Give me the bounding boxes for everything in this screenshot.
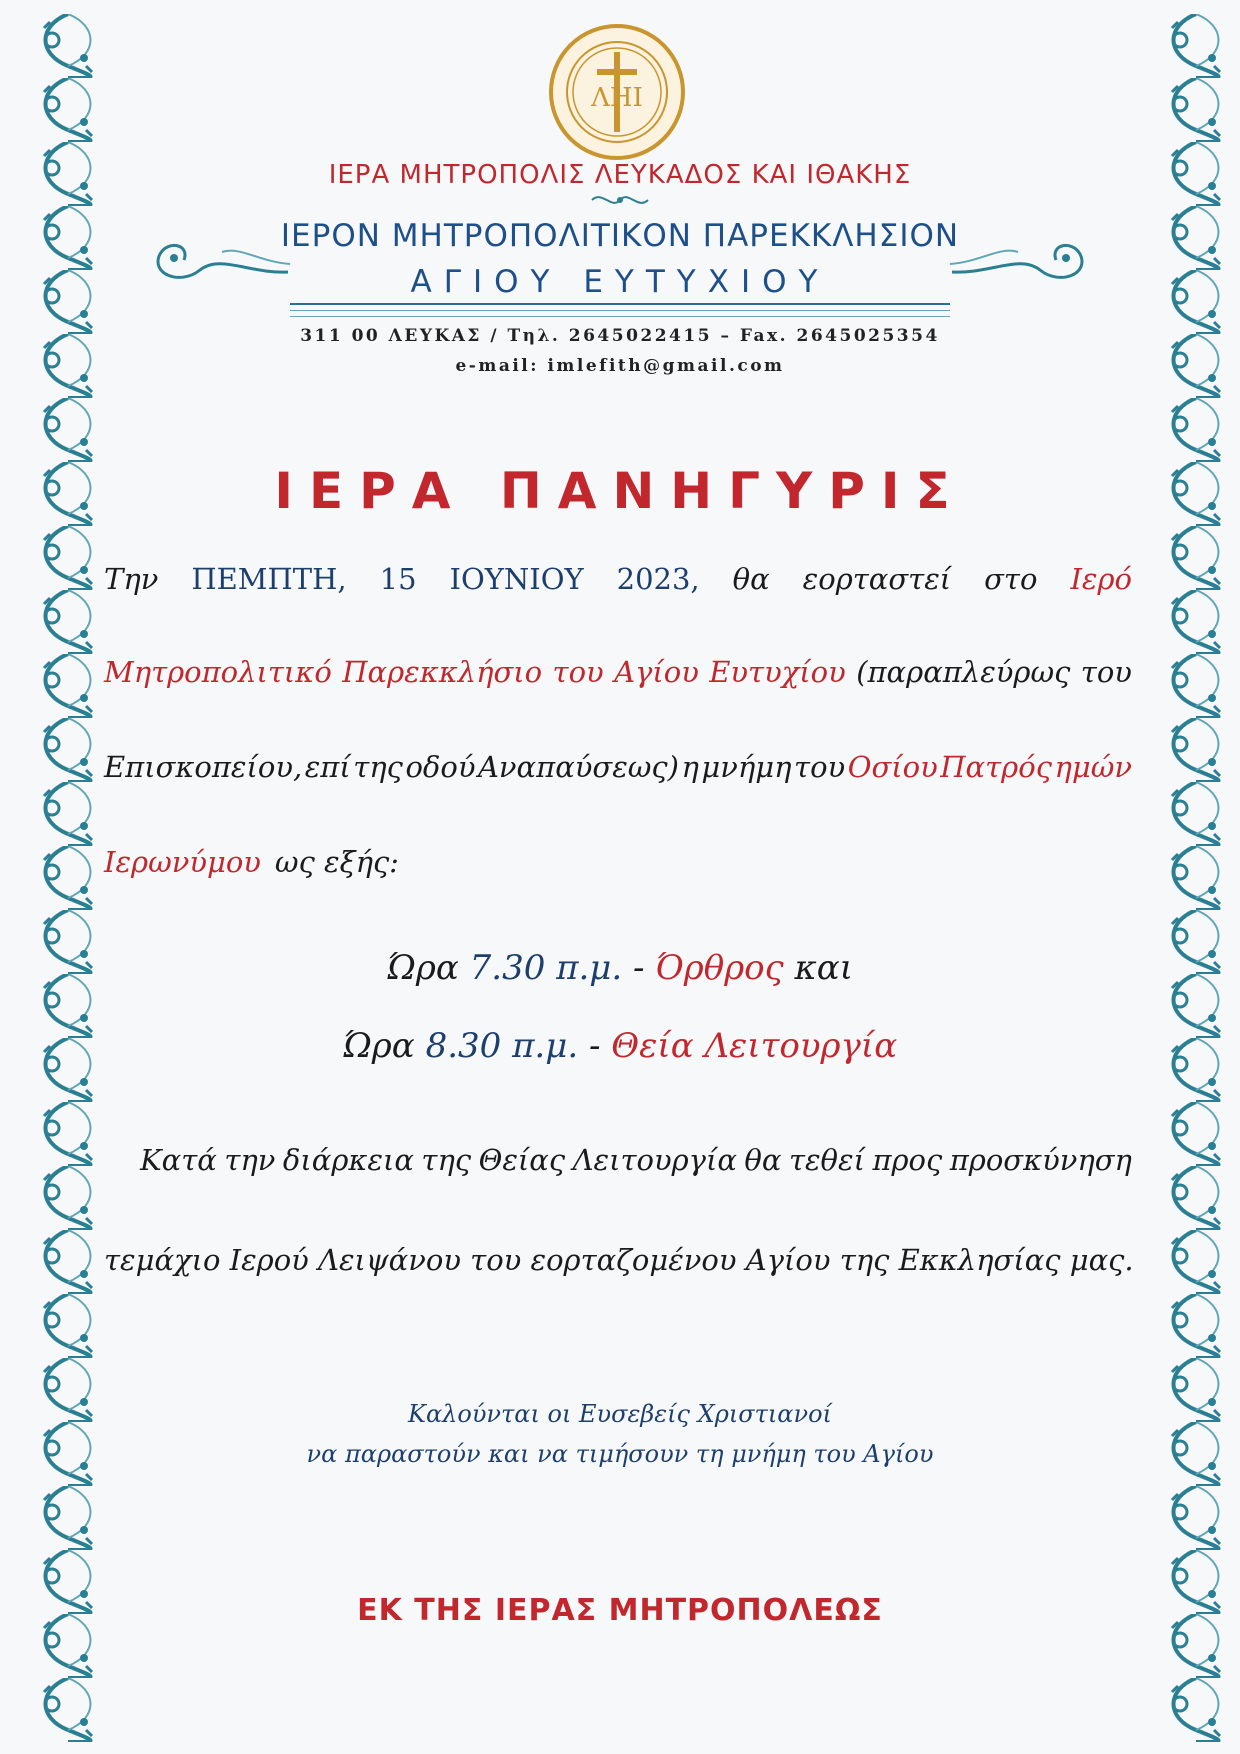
body-word: διάρκεια <box>282 1143 414 1177</box>
body-word: του <box>1080 655 1132 689</box>
invitation-line-1: Καλούνται οι Ευσεβείς Χριστιανοί <box>408 1400 832 1428</box>
body-word: Αναπαύσεως) <box>477 750 679 784</box>
body-line-4 <box>104 845 1132 879</box>
body-word: μνήμη <box>701 750 792 784</box>
body-word: (παραπλεύρως <box>856 655 1071 689</box>
feast-month: ΙΟΥΝΙΟΥ <box>449 562 584 596</box>
contact-address: 311 00 ΛΕΥΚΑΣ / Τηλ. 2645022415 – Fax. 2645025354 <box>300 326 940 346</box>
body-word: προς <box>872 1143 943 1177</box>
schedule-label: Ώρα <box>342 1026 415 1066</box>
schedule-dash: - <box>588 1026 601 1066</box>
body-word: η <box>681 750 699 784</box>
body-word: Την <box>104 562 159 596</box>
contact-email: e-mail: imlefith@gmail.com <box>455 356 785 376</box>
relic-text: τεμάχιο Ιερού Λειψάνου του εορταζομένου Αγίου της Εκκλησίας μας. <box>104 1243 1134 1277</box>
header-divider <box>290 303 950 305</box>
chapel-name: Παρεκκλήσιο <box>342 655 543 689</box>
chapel-title-line2: ΑΓΙΟΥ ΕΥΤΥΧΙΟΥ <box>410 264 830 300</box>
feast-year: 2023, <box>616 562 700 596</box>
feast-day: ΠΕΜΠΤΗ, <box>191 562 347 596</box>
body-word: την <box>224 1143 276 1177</box>
chapel-name: του <box>552 655 604 689</box>
invitation-line-2: να παραστούν και να τιμήσουν τη μνήμη του Αγίου <box>306 1440 934 1468</box>
schedule-time: 8.30 π.μ. <box>425 1026 579 1066</box>
body-word: Λειτουργία <box>572 1143 737 1177</box>
page-title: ΙΕΡΑ ΠΑΝΗΓΥΡΙΣ <box>274 462 966 520</box>
body-word: θα <box>732 562 770 596</box>
schedule-row-orthros <box>0 948 1240 988</box>
body-line-1 <box>104 562 1132 596</box>
body-word: Επισκοπείου, <box>104 750 303 784</box>
chapel-name: Αγίου <box>614 655 699 689</box>
body-word: στο <box>984 562 1038 596</box>
schedule-row-liturgy <box>0 1026 1240 1066</box>
body-word: τεθεί <box>788 1143 865 1177</box>
seal-monogram: ΛΗΙ <box>591 83 643 113</box>
body-line-2 <box>104 655 1132 689</box>
body-word: θα <box>744 1143 782 1177</box>
saint-name: Ιερωνύμου <box>104 845 261 879</box>
body-word: προσκύνηση <box>949 1143 1132 1177</box>
relic-line-1 <box>140 1143 1132 1177</box>
body-word: οδού <box>405 750 476 784</box>
body-word: της <box>421 1143 472 1177</box>
header-divider <box>290 316 950 317</box>
header-divider <box>290 310 950 311</box>
body-word: του <box>794 750 846 784</box>
body-word: ως εξής: <box>274 845 399 879</box>
body-word: Κατά <box>140 1143 217 1177</box>
body-word: της <box>353 750 403 784</box>
feast-date-day: 15 <box>379 562 417 596</box>
schedule-tail: και <box>794 948 854 988</box>
saint-name: ημών <box>1054 750 1132 784</box>
small-ornament-icon <box>590 190 650 210</box>
body-word: επί <box>304 750 351 784</box>
body-word: εορταστεί <box>802 562 952 596</box>
metropolis-seal-logo <box>547 22 687 162</box>
chapel-name: Μητροπολιτικό <box>104 655 332 689</box>
metropolis-name: ΙΕΡΑ ΜΗΤΡΟΠΟΛΙΣ ΛΕΥΚΑΔΟΣ ΚΑΙ ΙΘΑΚΗΣ <box>328 160 912 190</box>
schedule-time: 7.30 π.μ. <box>469 948 623 988</box>
schedule-service: Όρθρος <box>655 948 784 988</box>
chapel-name: Ιερό <box>1070 562 1132 596</box>
body-word: Θείας <box>478 1143 566 1177</box>
saint-name: Οσίου <box>847 750 938 784</box>
body-line-3 <box>104 750 1132 784</box>
relic-line-2 <box>104 1243 1132 1277</box>
schedule-service: Θεία Λειτουργία <box>611 1026 898 1066</box>
schedule-dash: - <box>633 948 645 988</box>
saint-name: Πατρός <box>940 750 1052 784</box>
schedule-label: Ώρα <box>386 948 459 988</box>
chapel-name: Ευτυχίου <box>709 655 846 689</box>
chapel-title-line1: ΙΕΡΟΝ ΜΗΤΡΟΠΟΛΙΤΙΚΟΝ ΠΑΡΕΚΚΛΗΣΙΟΝ <box>280 218 960 254</box>
footer-signature: ΕΚ ΤΗΣ ΙΕΡΑΣ ΜΗΤΡΟΠΟΛΕΩΣ <box>357 1593 883 1628</box>
